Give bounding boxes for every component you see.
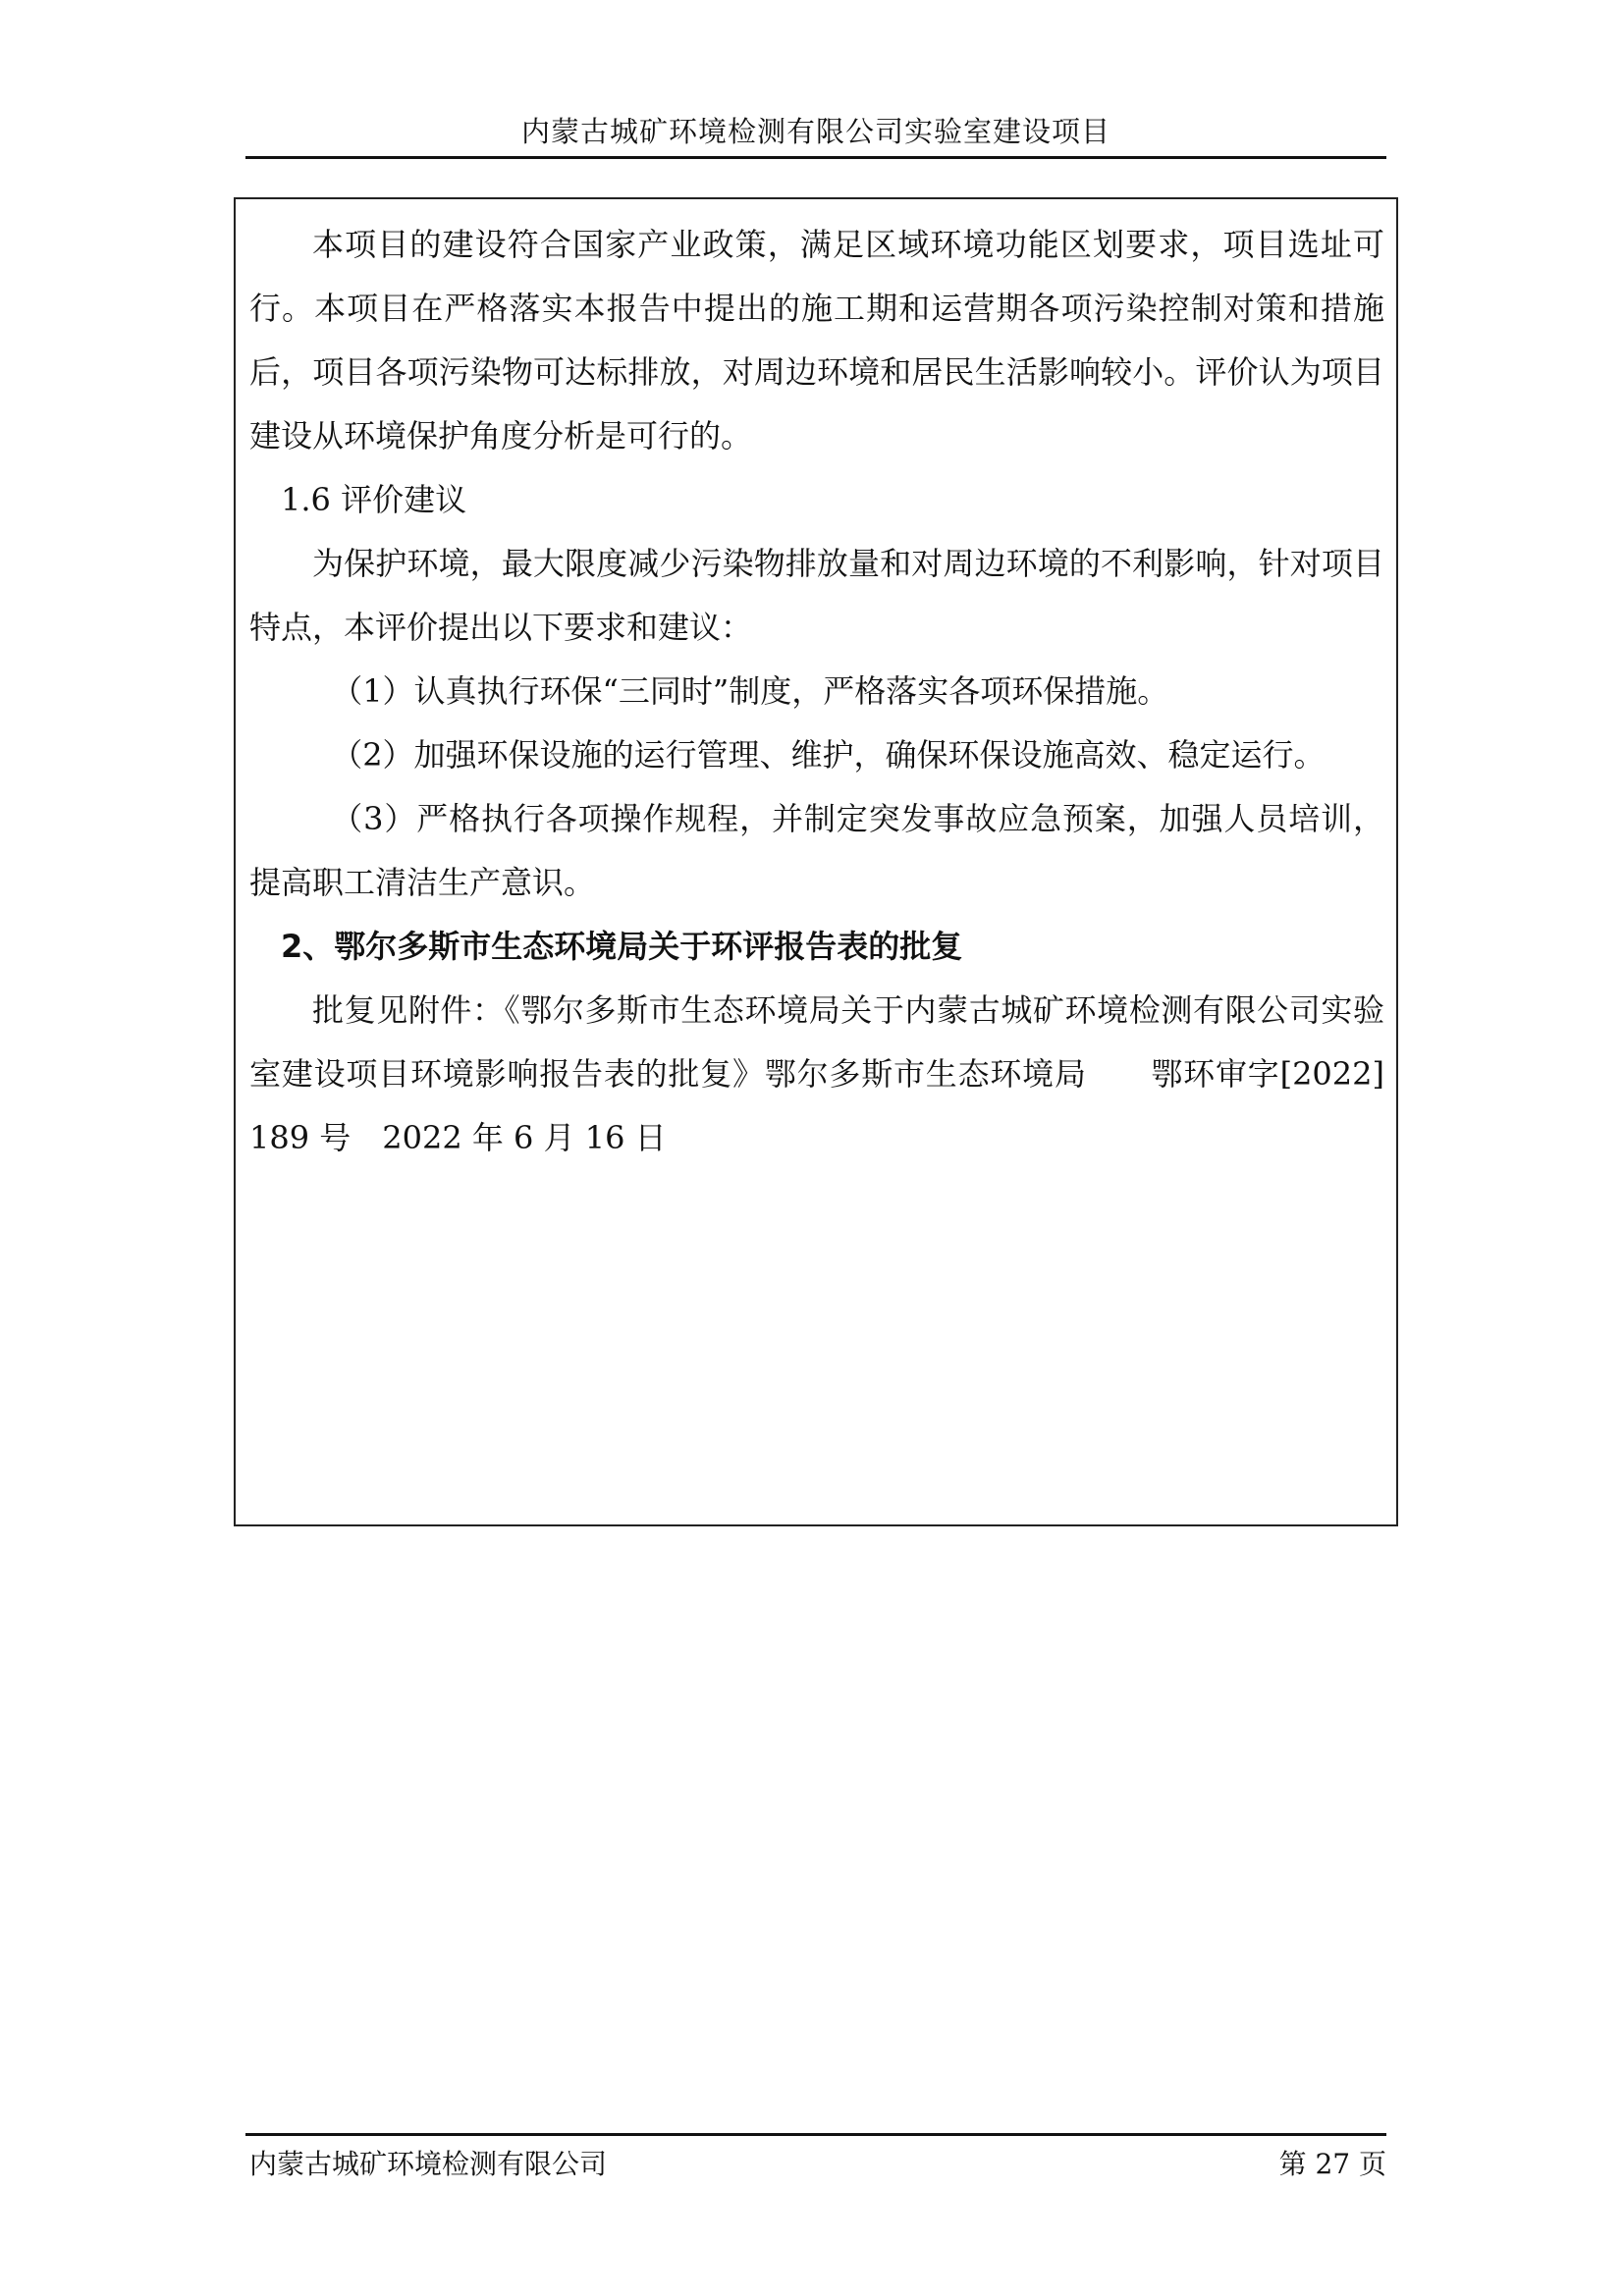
header-divider bbox=[245, 156, 1386, 159]
conclusion-paragraph: 本项目的建设符合国家产业政策，满足区域环境功能区划要求，项目选址可行。本项目在严格落实本报告中提出的施工期和运营期各项污染控制对策和措施后，项目各项污染物可达标排放，对周边环境和居民生活影响较小。评价认为项目建设从环境保护角度分析是可行的。 bbox=[249, 226, 1384, 454]
suggestion-item: （2）加强环保设施的运行管理、维护，确保环保设施高效、稳定运行。 bbox=[331, 736, 1326, 774]
approval-paragraph: 批复见附件：《鄂尔多斯市生态环境局关于内蒙古城矿环境检测有限公司实验室建设项目环境影响报告表的批复》鄂尔多斯市生态环境局 鄂环审字[2022] 189 号 2022 年 6 月 16 日 bbox=[249, 991, 1384, 1156]
content-table-cell bbox=[234, 197, 1398, 1526]
suggestion-item: （1）认真执行环保“三同时”制度，严格落实各项环保措施。 bbox=[331, 672, 1169, 710]
footer-company-name: 内蒙古城矿环境检测有限公司 bbox=[249, 2148, 608, 2180]
section-heading-1-6: 1.6 评价建议 bbox=[281, 481, 467, 518]
footer-divider bbox=[245, 2133, 1386, 2136]
suggestion-intro-paragraph: 为保护环境，最大限度减少污染物排放量和对周边环境的不利影响，针对项目特点，本评价提出以下要求和建议： bbox=[249, 545, 1384, 646]
footer-page-number: 第 27 页 bbox=[1278, 2148, 1386, 2180]
section-heading-2: 2、鄂尔多斯市生态环境局关于环评报告表的批复 bbox=[281, 928, 963, 965]
document-body bbox=[249, 213, 1384, 1170]
suggestion-item: （3）严格执行各项操作规程，并制定突发事故应急预案，加强人员培训，提高职工清洁生产意识。 bbox=[249, 800, 1384, 901]
page-header-title: 内蒙古城矿环境检测有限公司实验室建设项目 bbox=[520, 115, 1110, 148]
